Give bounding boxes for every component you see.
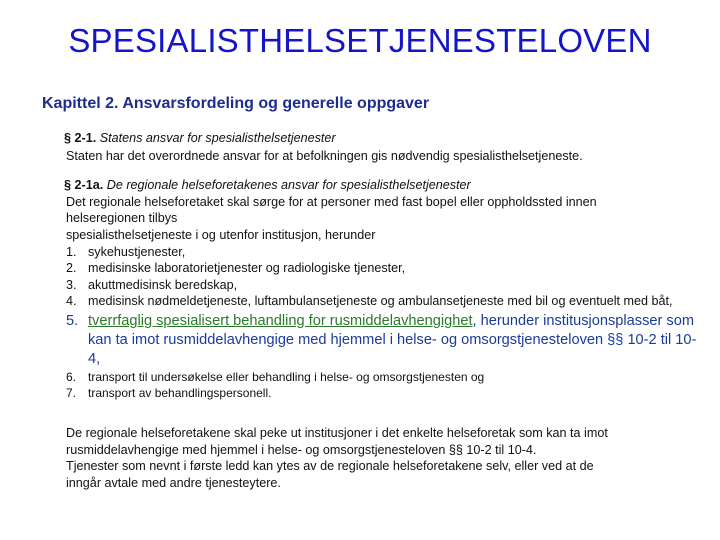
section-2-1-text: Staten har det overordnede ansvar for at befolkningen gis nødvendig spesialisthelsetjeneste. xyxy=(66,148,583,163)
closing-line: rusmiddelavhengige med hjemmel i helse- og omsorgstjenesteloven §§ 10-2 til 10-4. xyxy=(66,442,537,457)
section-number: § 2-1. xyxy=(64,131,97,145)
transport-list xyxy=(64,369,704,401)
closing-paragraph xyxy=(66,425,704,491)
section-number: § 2-1a. xyxy=(64,178,104,193)
page-title: SPESIALISTHELSETJENESTELOVEN xyxy=(68,22,652,59)
list-text: transport av behandlingspersonell. xyxy=(88,385,272,400)
section-title: Statens ansvar for spesialisthelsetjenester xyxy=(99,131,336,145)
list-number: 7. xyxy=(66,385,77,400)
list-number: 5. xyxy=(66,312,79,329)
list-item xyxy=(66,260,704,277)
closing-line: inngår avtale med andre tjenesteytere. xyxy=(66,475,281,490)
law-text xyxy=(64,130,704,491)
list-number: 1. xyxy=(66,244,77,259)
intro-line: helseregionen tilbys xyxy=(66,211,178,226)
list-text: akuttmedisinsk beredskap, xyxy=(88,277,238,292)
intro-line: spesialisthelsetjeneste i og utenfor institusjon, herunder xyxy=(66,227,376,242)
list-number: 2. xyxy=(66,261,77,276)
list-item xyxy=(66,293,704,310)
section-2-1a xyxy=(64,177,704,491)
list-number: 6. xyxy=(66,369,77,384)
list-number: 4. xyxy=(66,294,77,309)
closing-line: Tjenester som nevnt i første ledd kan ytes av de regionale helseforetakene selv, eller ved at de xyxy=(66,459,594,474)
list-item xyxy=(66,369,704,385)
list-text: , herunder institusjonsplasser som kan ta imot rusmiddelavhengige med hjemmel i helse- og omsorgstjenesteloven §§ 10-2 til 10-4, xyxy=(88,312,697,367)
list-text: sykehustjenester, xyxy=(88,244,186,259)
list-item-highlighted xyxy=(66,312,704,369)
list-item xyxy=(66,385,704,401)
list-text: medisinske laboratorietjenester og radiologiske tjenester, xyxy=(88,261,406,276)
section-2-1-heading xyxy=(64,130,704,147)
list-number: 3. xyxy=(66,277,77,292)
list-text: medisinsk nødmeldetjeneste, luftambulansetjeneste og ambulansetjeneste med bil og eventuelt med båt, xyxy=(88,294,673,309)
list-text: transport til undersøkelse eller behandling i helse- og omsorgstjenesten og xyxy=(88,369,485,384)
list-item xyxy=(66,277,704,294)
chapter-heading: Kapittel 2. Ansvarsfordeling og generelle oppgaver xyxy=(42,95,430,112)
list-item xyxy=(66,244,704,261)
service-list xyxy=(64,244,704,310)
intro-line: Det regionale helseforetaket skal sørge for at personer med fast bopel eller oppholdssted innen xyxy=(66,194,597,209)
underlined-text: tverrfaglig spesialisert behandling for rusmiddelavhengighet xyxy=(88,312,473,329)
section-title: De regionale helseforetakenes ansvar for spesialisthelsetjenester xyxy=(106,178,471,193)
closing-line: De regionale helseforetakene skal peke ut institusjoner i det enkelte helseforetak som kan ta imot xyxy=(66,425,608,440)
section-2-1a-heading xyxy=(64,177,704,194)
